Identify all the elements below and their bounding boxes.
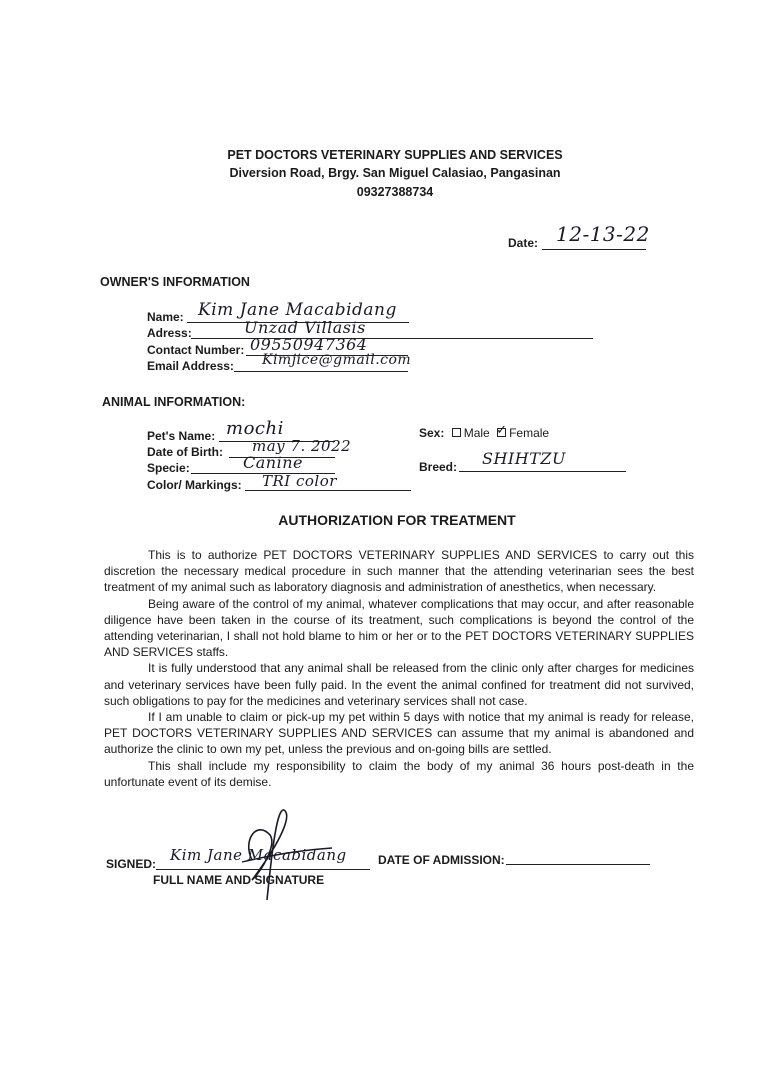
contact-label: Contact Number:: [147, 343, 245, 357]
handwritten-signature: [222, 800, 342, 910]
signed-label: SIGNED:: [106, 857, 157, 871]
authorization-title: AUTHORIZATION FOR TREATMENT: [278, 512, 516, 528]
sex-label: Sex:: [419, 426, 445, 440]
male-option-label: Male: [463, 426, 490, 440]
color-line: [245, 490, 411, 491]
female-checkbox-checked: ✓: [496, 422, 507, 437]
email-label: Email Address:: [147, 359, 234, 373]
owner-heading: OWNER'S INFORMATION: [100, 275, 250, 289]
paragraph-consent: This is to authorize PET DOCTORS VETERINARY SUPPLIES AND SERVICES to carry out this discretion the necessary medical procedure in such manner that the attending veterinarian sees the best treatment of my animal such as laboratory diagnosis and administration of anesthetics, when necessary.: [104, 548, 694, 595]
email-line: [234, 371, 408, 372]
owner-address-value: Unzad Villasis: [244, 318, 366, 337]
admission-label: DATE OF ADMISSION:: [378, 853, 505, 867]
contact-value: 09550947364: [250, 335, 368, 354]
color-value: TRI color: [262, 472, 337, 490]
date-label: Date:: [508, 236, 539, 250]
paragraph-liability: Being aware of the control of my animal, whatever complications that may occur, and after reasonable diligence have been taken in the course of its treatment, such complications is beyond the control of the attending veterinarian, I shall not hold blame to him or her or to the PET DOCTORS VETERINARY SUPPLIES AND SERVICES staffs.: [104, 596, 694, 660]
pet-name-label: Pet's Name:: [147, 429, 216, 443]
specie-value: Canine: [243, 453, 303, 472]
pet-name-value: mochi: [226, 418, 284, 439]
animal-heading: ANIMAL INFORMATION:: [102, 395, 246, 409]
breed-value: SHIHTZU: [482, 449, 566, 468]
sex-field: [419, 422, 550, 440]
date-value: 12-13-22: [556, 222, 650, 246]
owner-name-label: Name:: [147, 310, 184, 324]
signed-value: Kim Jane Macabidang: [170, 846, 347, 864]
clinic-name: PET DOCTORS VETERINARY SUPPLIES AND SERVICES: [227, 148, 563, 162]
female-option-label: Female: [509, 426, 550, 440]
specie-label: Specie:: [147, 461, 190, 475]
email-value: Kimjice@gmail.com: [262, 352, 412, 368]
paragraph-abandonment: If I am unable to claim or pick-up my pet within 5 days with notice that my animal is ready for release, PET DOCTORS VETERINARY SUPPLIES AND SERVICES can assume that my animal is abandoned and authorize the clinic to own my pet, unless the previous and on-going bills are settled.: [104, 710, 694, 757]
breed-line: [459, 471, 626, 472]
clinic-address: Diversion Road, Brgy. San Miguel Calasiao, Pangasinan: [229, 166, 561, 180]
paragraph-payment: It is fully understood that any animal shall be released from the clinic only after charges for medicines and veterinary services have been fully paid. In the event the animal confined for treatment did not survived, such obligations to pay for the medicines and veterinary services shall not case.: [104, 661, 694, 708]
authorization-body: [104, 547, 694, 790]
breed-label: Breed:: [419, 460, 458, 474]
signature-caption: FULL NAME AND SIGNATURE: [153, 873, 325, 887]
owner-address-label: Adress:: [147, 326, 192, 340]
male-checkbox: [452, 428, 461, 437]
clinic-phone: 09327388734: [356, 185, 434, 199]
date-line: [542, 249, 646, 250]
dob-value: may 7. 2022: [252, 437, 352, 455]
owner-name-value: Kim Jane Macabidang: [198, 300, 397, 320]
dob-label: Date of Birth:: [147, 445, 223, 459]
admission-line: [506, 864, 650, 865]
paragraph-post-death: This shall include my responsibility to claim the body of my animal 36 hours post-death in the unfortunate event of its demise.: [104, 758, 694, 789]
color-label: Color/ Markings:: [147, 478, 242, 492]
